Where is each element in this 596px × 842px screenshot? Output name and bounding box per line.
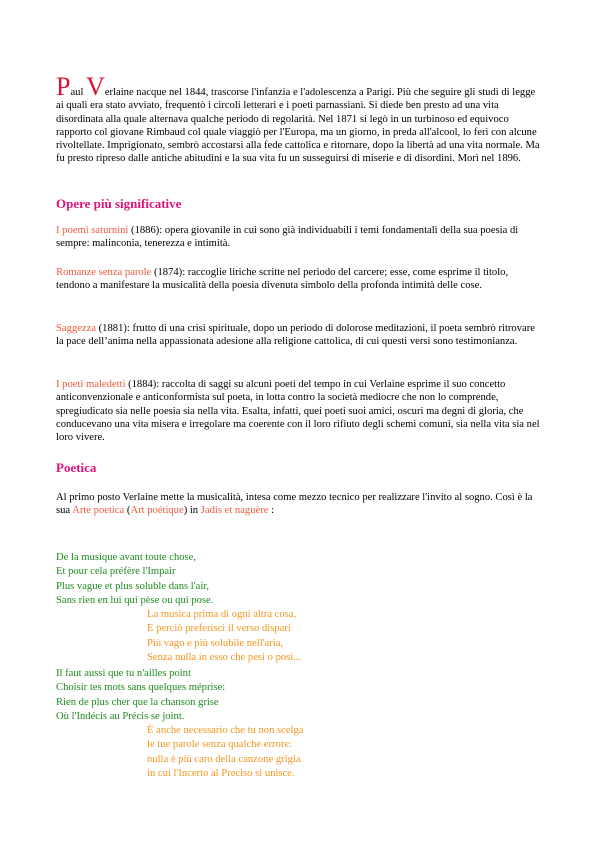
opera-title: Saggezza bbox=[56, 323, 96, 334]
opera-item bbox=[56, 266, 540, 293]
opera-item bbox=[56, 378, 540, 444]
verse-line: Il faut aussi que tu n'ailles point bbox=[56, 668, 191, 679]
verse-line: La musica prima di ogni altra cosa, bbox=[147, 609, 297, 620]
verse-line: Plus vague et plus soluble dans l'air, bbox=[56, 580, 210, 592]
verse-line: Rien de plus cher que la chanson grise bbox=[56, 696, 219, 708]
verse-line: in cui l'Incerto al Preciso si unisce. bbox=[147, 767, 295, 779]
opera-desc: (1886): opera giovanile in cui sono già individuabili i temi fondamentali della sua poesia di sempre: malinconia, tenerezza e intimità. bbox=[56, 225, 519, 250]
stanza-italian-1 bbox=[147, 608, 301, 665]
poetica-text: Al primo posto Verlaine mette la musicalità, intesa come mezzo tecnico per realizzare l'invito al sogno. Così è la sua bbox=[56, 492, 533, 517]
verse-line: E perciò preferisci il verso dispari bbox=[147, 623, 291, 635]
stanza-italian-2 bbox=[147, 724, 303, 781]
poetica-text: ( bbox=[124, 505, 131, 517]
intro-word: aul bbox=[70, 87, 87, 98]
verse-line: Et pour cela préfère l'Impair bbox=[56, 566, 176, 578]
work-title: Arte poetica bbox=[72, 505, 125, 517]
verse-line: le tue parole senza qualche errore: bbox=[147, 739, 292, 751]
poetica-paragraph bbox=[56, 491, 540, 518]
verse-line: Più vago e più solubile nell'aria, bbox=[147, 637, 284, 649]
drop-cap-v: V bbox=[86, 72, 105, 101]
poetica-text: : bbox=[268, 505, 275, 517]
verse-line: È anche necessario che tu non scelga bbox=[147, 725, 304, 736]
opera-title: I poeti maledetti bbox=[56, 379, 126, 390]
stanza-french-2 bbox=[56, 667, 225, 724]
verse-line: Où l'Indécis au Précis se joint. bbox=[56, 710, 185, 722]
verse-line: Sans rien en lui qui pèse ou qui pose. bbox=[56, 594, 214, 606]
opera-title: I poemi saturnini bbox=[56, 225, 129, 236]
opera-item bbox=[56, 224, 540, 251]
verse-line: nulla è più caro della canzone grigia bbox=[147, 753, 301, 765]
intro-text: erlaine nacque nel 1844, trascorse l'infanzia e l'adolescenza a Parigi. Più che seguire gli studi di legge ai quali era stato avviato, frequentò i circoli letterari e i poeti parnassiani. Si diede ben presto ad una vita disordinata alla quale alternava qualche periodo di regolarità. Nel 1871 si legò in un turbinoso ed equivoco rapporto col giovane Rimbaud col quale viaggiò per l'Europa, ma un giorno, in preda all'alcool, lo ferì con alcune rivoltellate. Imprigionato, sembrò accostarsi alla fede cattolica e ritornare, dopo la libertà ad una vita normale. Ma fu presto ripreso dalle antiche abitudini e la sua vita fu un susseguirsi di miserie e di disordini. Morì nel 1896. bbox=[56, 87, 540, 165]
opera-desc: (1881): frutto di una crisi spirituale, dopo un periodo di dolorose meditazioni, il poeta sembrò ritrovare la pace dell’anima nella appassionata adesione alla religione cattolica, di cui questi versi sono testimonianza. bbox=[56, 323, 535, 348]
heading-poetica: Poetica bbox=[56, 460, 97, 475]
opera-desc: (1884): raccolta di saggi su alcuni poeti del tempo in cui Verlaine esprime il suo concetto anticonvenzionale e anticonformista sul poeta, in lotta contro la società mediocre che non lo comprende, spregiudicato sia nelle poesia sia nella vita. Esalta, infatti, quei poeti suoi amici, oscuri ma degni di gloria, che conducevano una vita misera e irregolare ma coerente con il loro rifiuto degli schemi comuni, sia nella vita sia nel loro vivere. bbox=[56, 379, 540, 444]
verse-line: Choisir tes mots sans quelques méprise: bbox=[56, 682, 226, 694]
opera-title: Romanze senza parole bbox=[56, 267, 152, 278]
intro-paragraph bbox=[56, 72, 540, 166]
verse-line: De la musique avant toute chose, bbox=[56, 552, 197, 563]
work-title: Art poétique bbox=[130, 505, 184, 517]
stanza-french-1 bbox=[56, 551, 213, 608]
opera-desc: (1874): raccoglie liriche scritte nel periodo del carcere; esse, come esprime il titolo, tendono a manifestare la musicalità della poesia divenuta simbolo della profonda intimità delle cose. bbox=[56, 267, 509, 292]
poetica-text: ) in bbox=[183, 505, 201, 517]
verse-line: Senza nulla in esso che pesi o posi... bbox=[147, 651, 302, 663]
drop-cap-p: P bbox=[56, 72, 71, 101]
opera-item bbox=[56, 322, 540, 349]
work-title: Jadis et naguère bbox=[200, 505, 269, 517]
heading-opere: Opere più significative bbox=[56, 196, 182, 211]
